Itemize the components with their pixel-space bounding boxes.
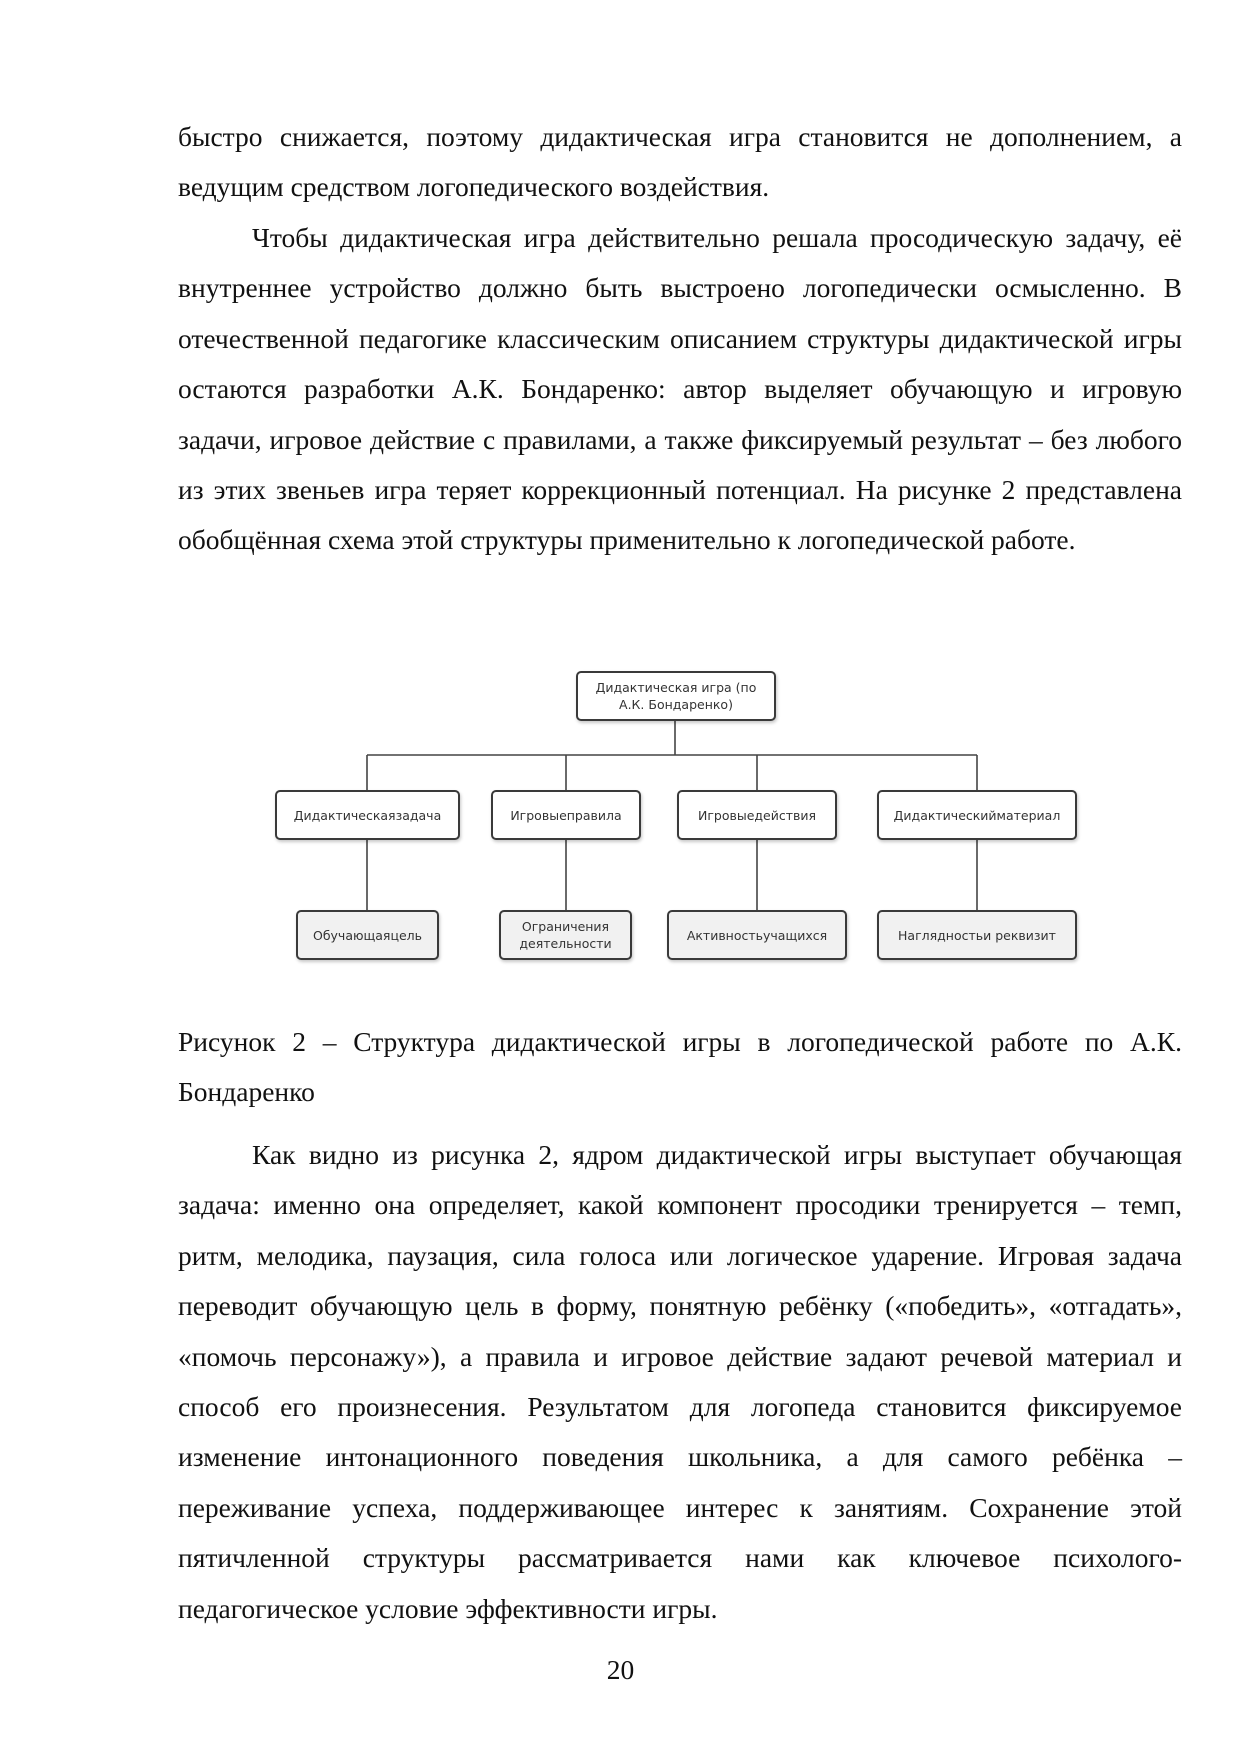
structure-diagram bbox=[270, 665, 1100, 975]
root-node: Дидактическая игра (по А.К. Бондаренко) bbox=[576, 671, 776, 721]
paragraph-structure-intro: Чтобы дидактическая игра действительно решала просодическую задачу, её внутреннее устройство должно быть выстроено логопедически осмысленно. В отечественной педагогике классическим описанием структуры дидактической игры остаются разработки А.К. Бондаренко: автор выделяет обучающую и игровую задачи, игровое действие с правилами, а также фиксируемый результат – без любого из этих звеньев игра теряет коррекционный потенциал. На рисунке 2 представлена обобщённая схема этой структуры применительно к логопедической работе. bbox=[178, 222, 1182, 556]
branch-node-game-rules: Игровыеправила bbox=[491, 790, 641, 840]
leaf-node-visual-props: Наглядностьи реквизит bbox=[877, 910, 1077, 960]
leaf-node-activity-limits: Ограничения деятельности bbox=[499, 910, 632, 960]
branch-node-didactic-task: Дидактическаязадача bbox=[275, 790, 460, 840]
page-number: 20 bbox=[606, 1654, 635, 1685]
branch-node-game-actions: Игровыедействия bbox=[677, 790, 837, 840]
leaf-node-learning-goal: Обучающаяцель bbox=[296, 910, 439, 960]
paragraph-continuation: быстро снижается, поэтому дидактическая игра становится не дополнением, а ведущим средством логопедического воздействия. bbox=[178, 121, 1182, 203]
branch-node-didactic-material: Дидактическийматериал bbox=[877, 790, 1077, 840]
paragraph-figure-discussion: Как видно из рисунка 2, ядром дидактической игры выступает обучающая задача: именно она определяет, какой компонент просодики тренируется – темп, ритм, мелодика, паузация, сила голоса или логическое ударение. Игровая задача переводит обучающую цель в форму, понятную ребёнку («победить», «отгадать», «помочь персонажу»), а правила и игровое действие задают речевой материал и способ его произнесения. Результатом для логопеда становится фиксируемое изменение интонационного поведения школьника, а для самого ребёнка – переживание успеха, поддерживающее интерес к занятиям. Сохранение этой пятичленной структуры рассматривается нами как ключевое психолого-педагогическое условие эффективности игры. bbox=[178, 1139, 1182, 1624]
leaf-node-student-activity: Активностьучащихся bbox=[667, 910, 847, 960]
figure-caption: Рисунок 2 – Структура дидактической игры в логопедической работе по А.К. Бондаренко bbox=[178, 1026, 1182, 1107]
